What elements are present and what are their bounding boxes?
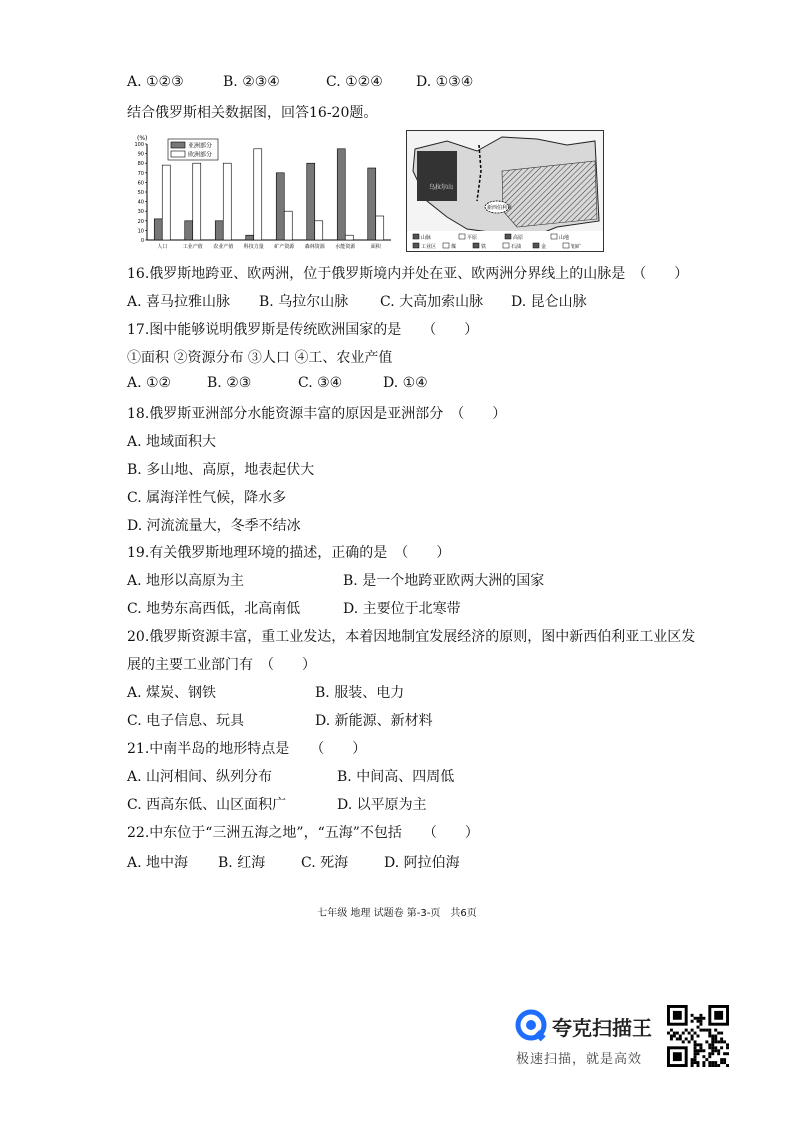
- qr-module: [699, 1049, 702, 1052]
- bar-asia-5: [307, 163, 315, 240]
- qr-module: [697, 1035, 700, 1038]
- qr-module: [702, 1049, 705, 1052]
- x-tick-label: 科技力量: [243, 244, 264, 250]
- qr-module: [673, 1035, 676, 1038]
- y-tick-label: 30: [137, 209, 144, 216]
- qr-module: [694, 1052, 697, 1055]
- qr-module: [708, 1055, 711, 1058]
- qr-module: [685, 1029, 688, 1032]
- qr-module: [717, 1064, 720, 1067]
- qr-module: [711, 1061, 714, 1064]
- qr-module: [702, 1061, 705, 1064]
- y-tick-label: 20: [137, 218, 144, 225]
- q20-option-d: D. 新能源、新材料: [315, 713, 433, 729]
- bar-europe-3: [254, 149, 262, 240]
- qr-module: [697, 1049, 700, 1052]
- qr-module: [708, 1046, 711, 1049]
- map-legend-swatch: [413, 243, 419, 248]
- q20-option-a: A. 煤炭、钢铁: [127, 685, 217, 701]
- y-tick-label: 90: [137, 151, 144, 158]
- map-graphic: [407, 131, 603, 251]
- qr-module: [708, 1064, 711, 1067]
- qr-module: [723, 1058, 726, 1061]
- qr-module: [691, 1058, 694, 1061]
- qr-module: [714, 1061, 717, 1064]
- map-label-ural: 乌拉尔山: [429, 184, 454, 191]
- map-legend-label: 工业区: [421, 244, 437, 250]
- qr-module: [711, 1035, 714, 1038]
- qr-module: [717, 1049, 720, 1052]
- qr-module: [694, 1055, 697, 1058]
- y-tick-label: 70: [137, 170, 144, 177]
- map-legend-swatch: [503, 243, 509, 248]
- bar-asia-2: [215, 221, 223, 240]
- map-legend-label: 山脉: [421, 235, 432, 241]
- map-label-novosibirsk: 新西伯利亚: [487, 205, 513, 211]
- map-legend-label: 石油: [511, 244, 522, 250]
- qr-module: [676, 1032, 679, 1035]
- q22-stem: 22.中东位于“三洲五海之地”，“五海”不包括 （ ）: [127, 825, 479, 841]
- qr-module: [708, 1035, 711, 1038]
- qr-module: [670, 1029, 673, 1032]
- q16-stem: 16.俄罗斯地跨亚、欧两洲，位于俄罗斯境内并处在亚、欧两洲分界线上的山脉是 （ ）: [127, 266, 689, 282]
- qr-module: [691, 1014, 694, 1017]
- q20-option-b: B. 服装、电力: [315, 685, 405, 701]
- prev-option-b: B. ②③④: [223, 74, 280, 90]
- q18-option-c: C. 属海洋性气候，降水多: [127, 490, 287, 506]
- map-legend-label: 铝矿: [571, 244, 582, 250]
- qr-module: [694, 1032, 697, 1035]
- qr-module: [711, 1046, 714, 1049]
- qr-module: [717, 1040, 720, 1043]
- bar-europe-5: [315, 221, 323, 240]
- q22-option-a: A. 地中海: [127, 855, 189, 871]
- bar-europe-6: [345, 235, 353, 240]
- qr-module: [697, 1043, 700, 1046]
- prev-option-d: D. ①③④: [416, 74, 474, 90]
- map-legend-swatch: [505, 234, 511, 239]
- q18-option-b: B. 多山地、高原，地表起伏大: [127, 462, 315, 478]
- brand-slogan: 极速扫描，就是高效: [516, 1052, 643, 1067]
- bar-asia-6: [337, 149, 345, 240]
- qr-module: [699, 1020, 702, 1023]
- qr-module: [708, 1029, 711, 1032]
- qr-module: [697, 1064, 700, 1067]
- map-legend-label: 平原: [467, 235, 478, 241]
- qr-module: [699, 1046, 702, 1049]
- bar-asia-4: [276, 173, 284, 240]
- x-tick-label: 人口: [157, 244, 168, 250]
- qr-module: [667, 1032, 670, 1035]
- qr-module: [714, 1029, 717, 1032]
- y-tick-label: 10: [137, 228, 144, 235]
- y-tick-label: 80: [137, 161, 144, 168]
- qr-module: [697, 1020, 700, 1023]
- q18-option-d: D. 河流流量大，冬季不结冰: [127, 518, 301, 534]
- bar-asia-1: [185, 221, 193, 240]
- quark-logo-icon: [514, 1008, 548, 1042]
- q21-option-c: C. 西高东低、山区面积广: [127, 797, 287, 813]
- qr-module: [720, 1040, 723, 1043]
- q17-option-b: B. ②③: [207, 375, 252, 391]
- qr-module: [702, 1017, 705, 1020]
- q19-option-a: A. 地形以高原为主: [127, 573, 245, 589]
- qr-module: [673, 1032, 676, 1035]
- q19-option-b: B. 是一个地跨亚欧两大洲的国家: [343, 573, 545, 589]
- qr-module: [723, 1040, 726, 1043]
- qr-module: [697, 1052, 700, 1055]
- q17-note: ①面积 ②资源分布 ③人口 ④工、农业产值: [127, 350, 393, 366]
- map-legend-swatch: [473, 243, 479, 248]
- q16-option-c: C. 大高加索山脉: [380, 294, 484, 310]
- qr-module: [694, 1017, 697, 1020]
- qr-module: [679, 1035, 682, 1038]
- bar-europe-1: [193, 163, 201, 240]
- y-tick-label: 40: [137, 199, 144, 206]
- q17-stem: 17.图中能够说明俄罗斯是传统欧洲国家的是 （ ）: [127, 322, 479, 338]
- x-tick-label: 面积: [370, 244, 381, 250]
- y-tick-label: 50: [137, 190, 144, 196]
- q19-option-c: C. 地势东高西低，北高南低: [127, 601, 301, 617]
- q22-option-d: D. 阿拉伯海: [384, 855, 460, 871]
- q16-option-d: D. 昆仑山脉: [511, 294, 587, 310]
- qr-module: [691, 1061, 694, 1064]
- qr-module: [705, 1058, 708, 1061]
- y-tick-label: 60: [137, 180, 144, 187]
- qr-module: [670, 1037, 673, 1040]
- qr-module: [697, 1017, 700, 1020]
- qr-module: [682, 1032, 685, 1035]
- q18-stem: 18.俄罗斯亚洲部分水能资源丰富的原因是亚洲部分 （ ）: [127, 406, 507, 422]
- qr-module: [720, 1046, 723, 1049]
- qr-code-icon: [667, 1005, 729, 1067]
- map-legend-swatch: [413, 234, 419, 239]
- qr-module: [699, 1014, 702, 1017]
- qr-module: [714, 1064, 717, 1067]
- q22-option-c: C. 死海: [301, 855, 349, 871]
- map-legend-label: 山地: [559, 235, 570, 241]
- intro-text: 结合俄罗斯相关数据图，回答16-20题。: [127, 105, 378, 121]
- qr-module: [711, 1064, 714, 1067]
- map-legend-swatch: [563, 243, 569, 248]
- qr-module: [699, 1029, 702, 1032]
- qr-module: [705, 1029, 708, 1032]
- qr-module: [670, 1035, 673, 1038]
- qr-module: [708, 1061, 711, 1064]
- qr-module: [711, 1043, 714, 1046]
- y-tick-label: 0: [140, 238, 144, 244]
- qr-module: [720, 1061, 723, 1064]
- qr-module: [691, 1035, 694, 1038]
- qr-module: [720, 1032, 723, 1035]
- russia-map: [406, 130, 604, 252]
- qr-module: [702, 1055, 705, 1058]
- qr-module: [685, 1037, 688, 1040]
- asia-hatched-region: [502, 161, 597, 227]
- qr-module: [711, 1052, 714, 1055]
- map-legend-label: 铁: [481, 244, 487, 250]
- brand-name: 夸克扫描王: [552, 1016, 652, 1040]
- qr-module: [694, 1058, 697, 1061]
- q21-option-b: B. 中间高、四周低: [337, 769, 455, 785]
- map-legend-label: 高原: [513, 235, 524, 241]
- qr-module: [705, 1040, 708, 1043]
- q20-stem-cont: 展的主要工业部门有 （ ）: [127, 657, 316, 673]
- qr-module: [708, 1032, 711, 1035]
- qr-module: [726, 1046, 729, 1049]
- qr-module: [711, 1049, 714, 1052]
- qr-module: [699, 1023, 702, 1026]
- bar-europe-2: [223, 163, 231, 240]
- qr-module: [688, 1032, 691, 1035]
- qr-finder: [673, 1052, 682, 1061]
- bar-asia-7: [368, 168, 376, 240]
- qr-module: [699, 1017, 702, 1020]
- qr-module: [723, 1061, 726, 1064]
- legend-swatch: [171, 142, 185, 148]
- qr-module: [711, 1040, 714, 1043]
- q16-option-b: B. 乌拉尔山脉: [259, 294, 349, 310]
- qr-finder: [673, 1011, 682, 1020]
- bar-asia-3: [246, 235, 254, 240]
- qr-module: [726, 1043, 729, 1046]
- qr-module: [691, 1064, 694, 1067]
- qr-module: [697, 1026, 700, 1029]
- x-tick-label: 水能资源: [335, 244, 356, 250]
- qr-module: [708, 1043, 711, 1046]
- q18-option-a: A. 地域面积大: [127, 434, 217, 450]
- prev-option-a: A. ①②③: [127, 74, 184, 90]
- qr-module: [682, 1040, 685, 1043]
- q17-option-d: D. ①④: [383, 375, 428, 391]
- europe-dark-region: [417, 151, 457, 201]
- bar-europe-7: [376, 216, 384, 240]
- bar-europe-0: [162, 165, 170, 240]
- map-legend-label: 金: [541, 244, 547, 250]
- x-tick-label: 森林资源: [304, 244, 325, 250]
- q19-option-d: D. 主要位于北寒带: [343, 601, 461, 617]
- qr-module: [714, 1046, 717, 1049]
- legend-label: 欧洲部分: [188, 151, 213, 159]
- q22-option-b: B. 红海: [218, 855, 266, 871]
- map-legend-swatch: [533, 243, 539, 248]
- qr-module: [711, 1037, 714, 1040]
- map-legend-swatch: [459, 234, 465, 239]
- legend-label: 亚洲部分: [188, 142, 213, 150]
- qr-module: [720, 1058, 723, 1061]
- legend-swatch: [171, 151, 185, 157]
- qr-module: [717, 1052, 720, 1055]
- qr-module: [679, 1037, 682, 1040]
- qr-module: [708, 1052, 711, 1055]
- x-tick-label: 矿产资源: [274, 244, 295, 250]
- q19-stem: 19.有关俄罗斯地理环境的描述，正确的是 （ ）: [127, 545, 451, 561]
- q21-stem: 21.中南半岛的地形特点是 （ ）: [127, 741, 367, 757]
- qr-module: [694, 1040, 697, 1043]
- q17-option-a: A. ①②: [127, 375, 172, 391]
- qr-module: [694, 1049, 697, 1052]
- qr-module: [691, 1029, 694, 1032]
- y-axis-label: (%): [137, 135, 148, 142]
- qr-module: [694, 1061, 697, 1064]
- q16-option-a: A. 喜马拉雅山脉: [127, 294, 231, 310]
- q20-stem: 20.俄罗斯资源丰富，重工业发达，本着因地制宜发展经济的原则，图中新西伯利亚工业区发: [127, 629, 696, 645]
- qr-module: [726, 1064, 729, 1067]
- page-footer: 七年级 地理 试题卷 第-3-页 共6页: [317, 908, 477, 919]
- qr-module: [694, 1043, 697, 1046]
- qr-module: [723, 1052, 726, 1055]
- q20-option-c: C. 电子信息、玩具: [127, 713, 245, 729]
- prev-option-c: C. ①②④: [326, 74, 383, 90]
- qr-module: [697, 1061, 700, 1064]
- q21-option-d: D. 以平原为主: [337, 797, 427, 813]
- map-legend-swatch: [443, 243, 449, 248]
- q21-option-a: A. 山河相间、纵列分布: [127, 769, 273, 785]
- bar-asia-0: [154, 219, 162, 240]
- qr-module: [702, 1029, 705, 1032]
- x-tick-label: 工业产值: [182, 244, 203, 250]
- y-tick-label: 100: [134, 142, 144, 148]
- qr-module: [714, 1035, 717, 1038]
- qr-finder: [714, 1011, 723, 1020]
- qr-module: [691, 1037, 694, 1040]
- qr-module: [699, 1043, 702, 1046]
- x-tick-label: 农业产值: [213, 244, 234, 250]
- qr-module: [702, 1064, 705, 1067]
- qr-module: [714, 1037, 717, 1040]
- qr-module: [714, 1049, 717, 1052]
- qr-module: [720, 1037, 723, 1040]
- qr-module: [691, 1020, 694, 1023]
- map-legend-swatch: [551, 234, 557, 239]
- q17-option-c: C. ③④: [298, 375, 343, 391]
- qr-module: [676, 1037, 679, 1040]
- qr-module: [694, 1046, 697, 1049]
- bar-chart: [127, 130, 395, 252]
- qr-module: [688, 1040, 691, 1043]
- map-legend-label: 煤: [451, 244, 457, 250]
- qr-module: [726, 1052, 729, 1055]
- bar-europe-4: [284, 211, 292, 240]
- qr-module: [714, 1040, 717, 1043]
- qr-module: [717, 1032, 720, 1035]
